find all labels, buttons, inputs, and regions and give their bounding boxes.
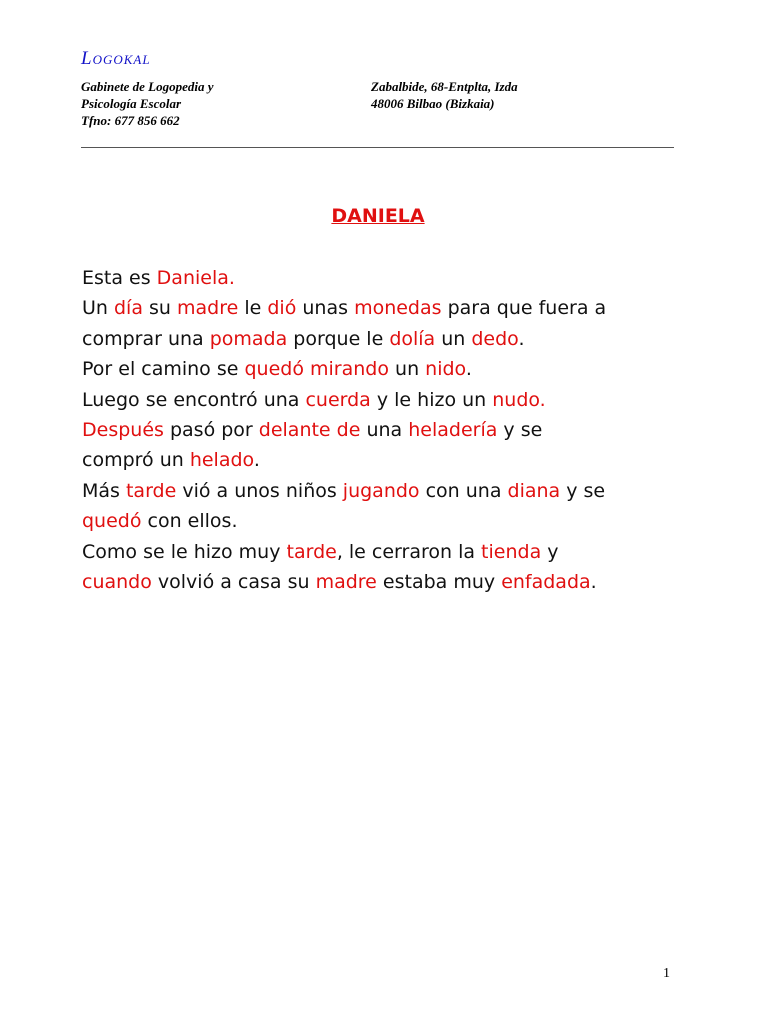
story-text: una (360, 418, 409, 441)
highlighted-word: dolía (389, 327, 436, 350)
highlighted-word: helado (189, 449, 254, 472)
highlighted-word: Después (82, 418, 164, 441)
header-right-block (371, 78, 518, 112)
header-left-block (81, 78, 214, 129)
story-text: . (590, 570, 597, 593)
highlighted-word: dió (267, 297, 297, 320)
highlighted-word: diana (507, 479, 561, 502)
highlighted-word: cuando (82, 570, 152, 593)
story-title: DANIELA (331, 205, 425, 227)
highlighted-word: cuerda (305, 388, 371, 411)
highlighted-word: tarde (286, 540, 337, 563)
story-text: porque le (287, 327, 390, 350)
story-line (82, 324, 702, 354)
story-text: y (541, 540, 559, 563)
story-body (82, 263, 702, 597)
highlighted-word: tienda (481, 540, 542, 563)
story-text: su (142, 297, 178, 320)
story-text: volvió a casa su (151, 570, 316, 593)
story-line (82, 506, 702, 536)
story-line (82, 293, 702, 323)
highlighted-word: monedas (354, 297, 442, 320)
story-text: con ellos. (141, 510, 238, 533)
header-divider (81, 147, 674, 148)
story-text: y se (560, 479, 606, 502)
story-text: . (518, 327, 525, 350)
highlighted-word: tarde (125, 479, 177, 502)
story-line (82, 385, 702, 415)
story-text: con una (419, 479, 508, 502)
story-text: pasó por (163, 418, 259, 441)
story-text: estaba muy (376, 570, 502, 593)
story-text: vió a unos niños (176, 479, 343, 502)
highlighted-word: heladería (408, 418, 498, 441)
story-text: Como se le hizo muy (82, 540, 287, 563)
page-number: 1 (663, 966, 670, 981)
story-text: le (238, 297, 268, 320)
story-line (82, 445, 702, 475)
highlighted-word: madre (315, 570, 377, 593)
story-line (82, 476, 702, 506)
story-text: un (435, 327, 472, 350)
highlighted-word: enfadada (501, 570, 591, 593)
story-text: . (253, 449, 260, 472)
story-text: y se (497, 418, 543, 441)
header-right-line-1: Zabalbide, 68-Entplta, Izda (371, 79, 518, 94)
story-line (82, 567, 702, 597)
story-text: Por el camino se (82, 358, 245, 381)
story-line (82, 263, 702, 293)
story-text: comprar una (82, 327, 210, 350)
story-text: . (465, 358, 472, 381)
logo-text: Logokal (81, 48, 151, 69)
highlighted-word: nudo. (492, 388, 546, 411)
story-text: Un (82, 297, 114, 320)
header-left-line-3: Tfno: 677 856 662 (81, 113, 180, 128)
story-text: unas (296, 297, 355, 320)
highlighted-word: día (114, 297, 143, 320)
story-text: compró un (82, 449, 190, 472)
story-text: un (388, 358, 426, 381)
highlighted-word: pomada (209, 327, 288, 350)
highlighted-word: dedo (471, 327, 519, 350)
highlighted-word: quedó (82, 510, 142, 533)
story-text: Más (82, 479, 126, 502)
story-text: y le hizo un (370, 388, 493, 411)
highlighted-word: madre (177, 297, 239, 320)
highlighted-word: nido (425, 358, 466, 381)
story-line (82, 354, 702, 384)
highlighted-word: quedó mirando (244, 358, 389, 381)
highlighted-word: delante de (258, 418, 361, 441)
story-text: , le cerraron la (336, 540, 482, 563)
header-left-line-1: Gabinete de Logopedia y (81, 79, 214, 94)
story-text: Luego se encontró una (82, 388, 306, 411)
header-right-line-2: 48006 Bilbao (Bizkaia) (371, 96, 495, 111)
highlighted-word: jugando (342, 479, 420, 502)
story-text: Esta es (82, 267, 157, 289)
story-line (82, 415, 702, 445)
story-line (82, 537, 702, 567)
header-left-line-2: Psicología Escolar (81, 96, 182, 111)
highlighted-word: Daniela. (156, 267, 235, 289)
story-text: para que fuera a (441, 297, 607, 320)
